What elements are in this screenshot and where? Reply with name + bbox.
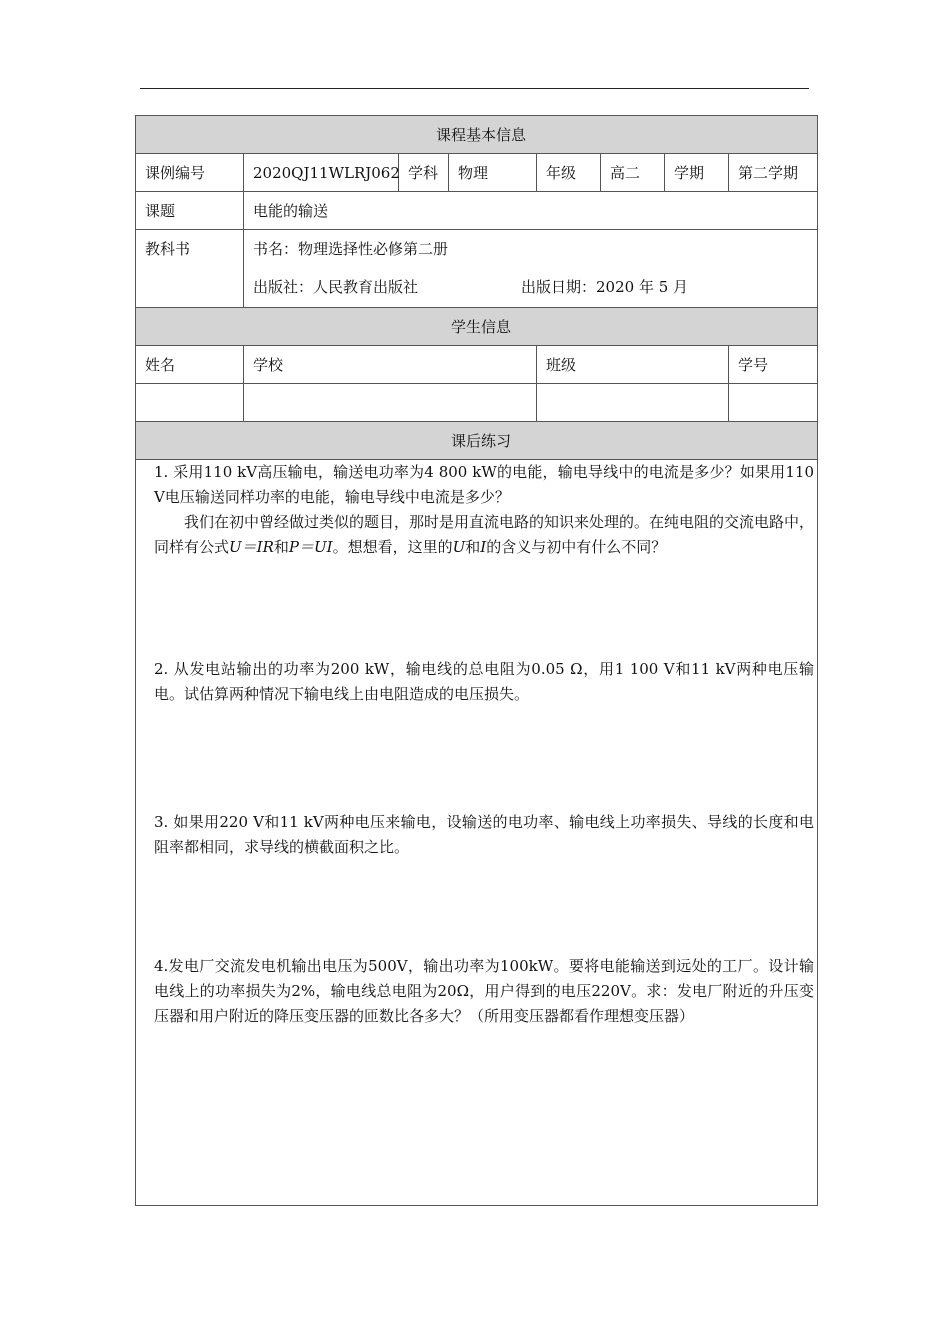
subject-value: 物理 xyxy=(449,154,537,192)
term-value: 第二学期 xyxy=(729,154,818,192)
q1-formula-1: U＝IR xyxy=(229,538,274,556)
grade-label: 年级 xyxy=(537,154,601,192)
q1-note-text-c: 的含义与初中有什么不同？ xyxy=(486,538,667,556)
question-1-note xyxy=(154,510,814,560)
section-exercises: 课后练习 xyxy=(136,422,818,460)
course-id-label: 课例编号 xyxy=(136,154,244,192)
course-sheet xyxy=(135,115,818,1206)
number-label: 学号 xyxy=(729,346,818,384)
term-label: 学期 xyxy=(665,154,729,192)
q1-and-2: 和 xyxy=(465,538,481,556)
question-3: 3. 如果用220 V和11 kV两种电压来输电，设输送的电功率、输电线上功率损失、导线的长度和电阻率都相同，求导线的横截面积之比。 xyxy=(154,813,814,856)
q1-note-text-b: 。想想看，这里的 xyxy=(332,538,453,556)
book-name: 书名：物理选择性必修第二册 xyxy=(253,240,449,258)
course-id-value: 2020QJ11WLRJ062 xyxy=(244,154,399,192)
number-field[interactable] xyxy=(729,384,818,422)
q1-and: 和 xyxy=(273,538,289,556)
subject-label: 学科 xyxy=(399,154,449,192)
textbook-info xyxy=(244,230,818,308)
exercise-area xyxy=(136,460,818,1206)
question-1 xyxy=(154,460,814,560)
textbook-label xyxy=(136,230,244,308)
grade-value: 高二 xyxy=(601,154,665,192)
q1-var-u: U xyxy=(452,538,466,556)
class-label: 班级 xyxy=(537,346,729,384)
question-4: 4.发电厂交流发电机输出电压为500V，输出功率为100kW。要将电能输送到远处的工厂。设计输电线上的功率损失为2%，输电线总电阻为20Ω，用户得到的电压220V。求：发电厂附近的升压变压器和用户附近的降压变压器的匝数比各多大？（所用变压器都看作理想变压器） xyxy=(154,957,814,1025)
q1-formula-2: P＝UI xyxy=(288,538,333,556)
topic-value: 电能的输送 xyxy=(244,192,818,230)
question-1-line: 1. 采用110 kV高压输电，输送电功率为4 800 kW的电能，输电导线中的电流是多少？如果用110 V电压输送同样功率的电能，输电导线中电流是多少？ xyxy=(154,463,814,506)
header-rule xyxy=(140,88,809,89)
pub-date: 出版日期：2020 年 5 月 xyxy=(521,278,689,296)
section-student-info: 学生信息 xyxy=(136,308,818,346)
section-course-info: 课程基本信息 xyxy=(136,116,818,154)
class-field[interactable] xyxy=(537,384,729,422)
name-field[interactable] xyxy=(136,384,244,422)
name-label: 姓名 xyxy=(136,346,244,384)
question-2: 2. 从发电站输出的功率为200 kW，输电线的总电阻为0.05 Ω，用1 100 V和11 kV两种电压输电。试估算两种情况下输电线上由电阻造成的电压损失。 xyxy=(154,660,814,703)
school-field[interactable] xyxy=(244,384,537,422)
q1-var-i: I xyxy=(480,538,487,556)
textbook-label-text: 教科书 xyxy=(145,240,191,258)
q1-note-text-a: 我们在初中曾经做过类似的题目，那时是用直流电路的知识来处理的。在纯电阻的交流电路中，同样有公式 xyxy=(154,513,815,556)
school-label: 学校 xyxy=(244,346,537,384)
publisher-line xyxy=(253,268,817,306)
topic-label: 课题 xyxy=(136,192,244,230)
publisher: 出版社：人民教育出版社 xyxy=(253,278,419,296)
